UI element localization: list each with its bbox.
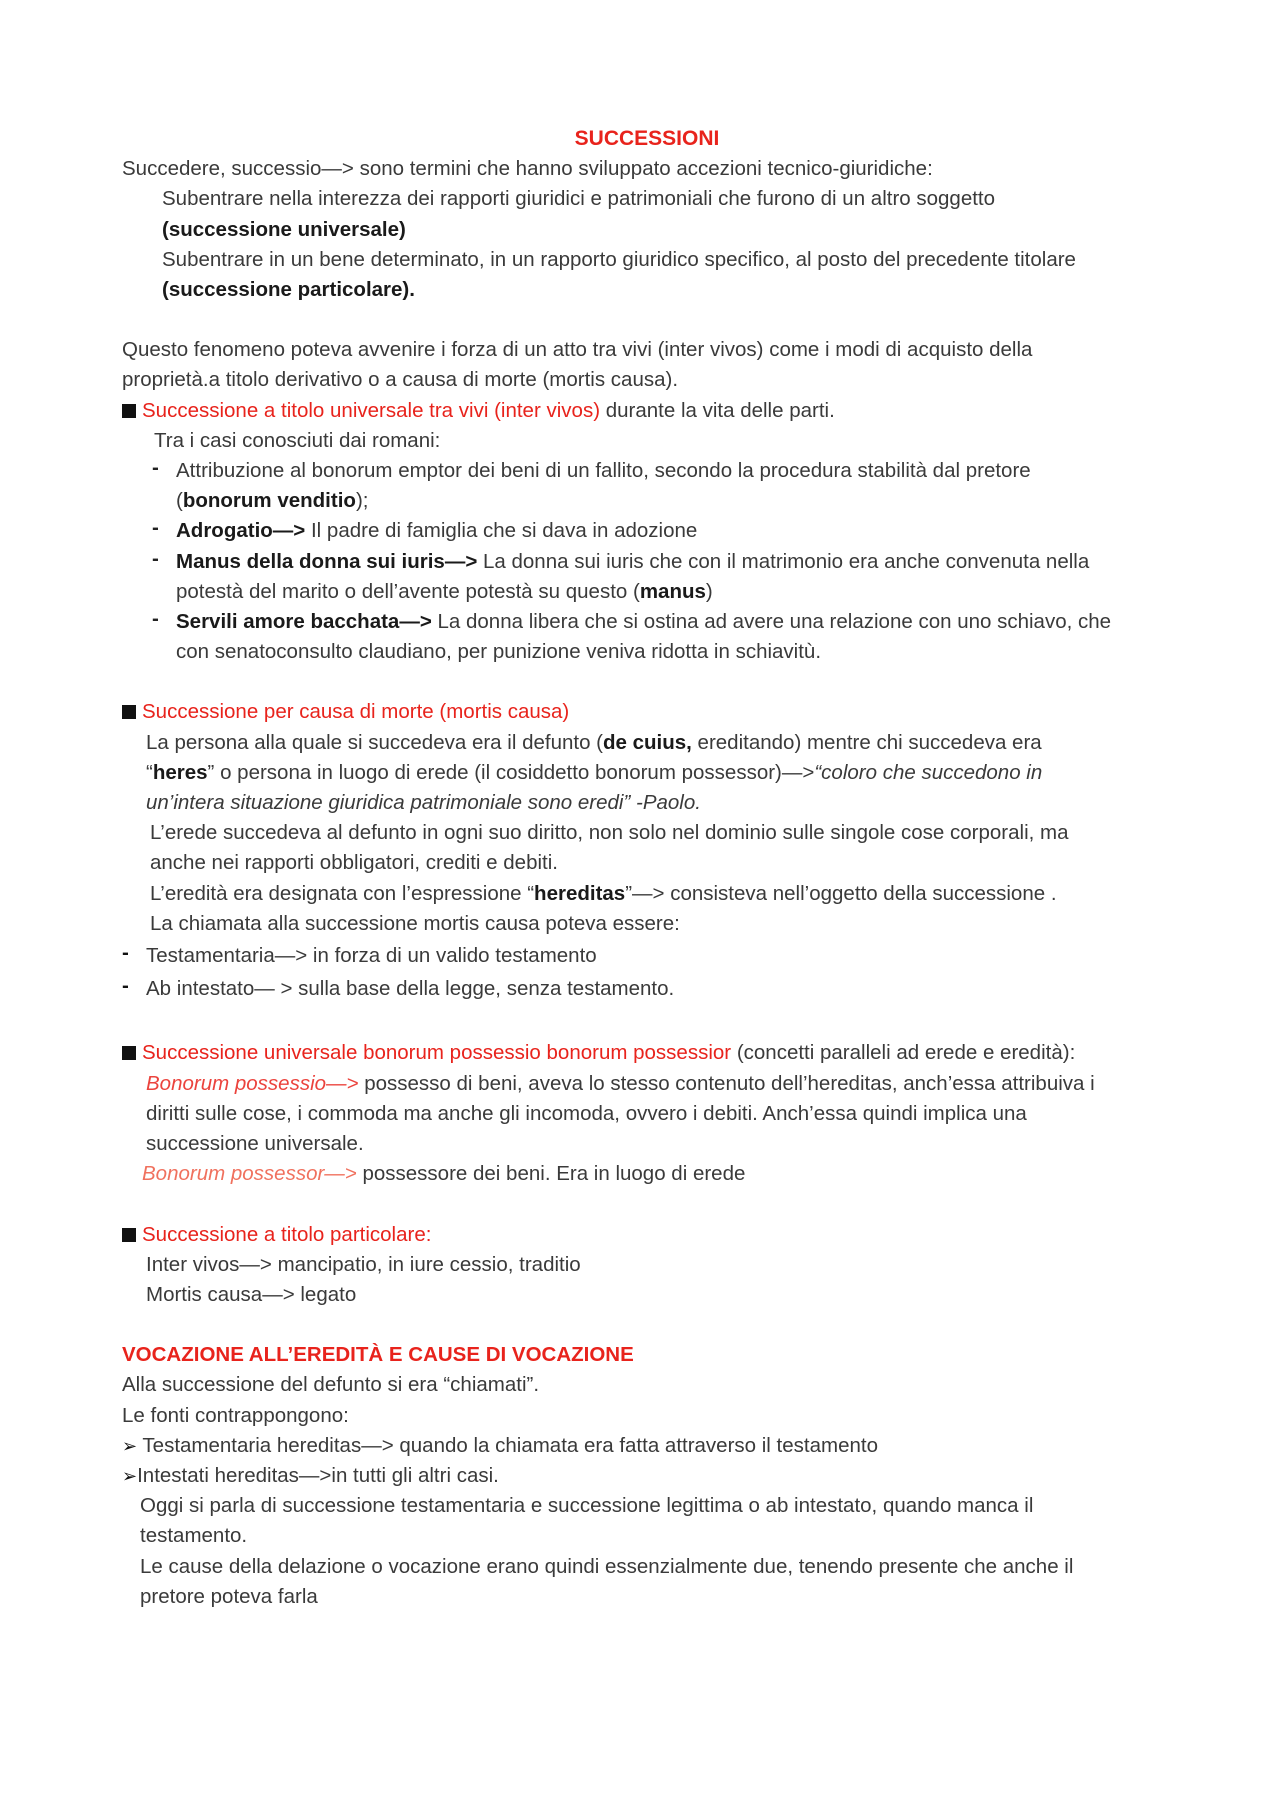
square-bullet-icon (122, 705, 136, 719)
list-item: ➢Intestati hereditas—>in tutti gli altri casi. (122, 1463, 499, 1487)
dash-bullet-icon: - (152, 516, 159, 540)
document-page (122, 124, 1172, 1612)
section-heading-inter-vivos: Successione a titolo universale tra vivi (inter vivos) durante la vita delle parti. (122, 396, 1172, 426)
square-bullet-icon (122, 1228, 136, 1242)
mortis-causa-body: La persona alla quale si succedeva era il defunto (de cuius, ereditando) mentre chi succedeva era “heres” o persona in luogo di erede (il cosiddetto bonorum possessor)—>“coloro che succedono in un’intera situazione giuridica patrimoniale sono eredi” -Paolo. (146, 730, 1043, 815)
dash-bullet-icon: - (122, 974, 129, 998)
bonorum-possessor-line: Bonorum possessor—> possessore dei beni. Era in luogo di erede (142, 1162, 746, 1186)
paragraph-line: Le fonti contrappongono: (122, 1403, 349, 1427)
paragraph-line: Alla successione del defunto si era “chiamati”. (122, 1373, 540, 1397)
universal-label: (successione universale) (162, 217, 406, 241)
square-bullet-icon (122, 1046, 136, 1060)
mortis-causa-body-2: L’erede succedeva al defunto in ogni suo diritto, non solo nel dominio sulle singole cose corporali, ma anche nei rapporti obbligatori, crediti e debiti. L’eredità era designata con l’espressione “hereditas”—> consisteva nell’oggetto della successione . La chiamata alla successione mortis causa poteva essere: (150, 821, 1069, 935)
bonorum-possessio-body: Bonorum possessio—> possesso di beni, aveva lo stesso contenuto dell’hereditas, anch’essa attribuiva i diritti sulle cose, i commoda ma anche gli incomoda, ovvero i debiti. Anch’essa quindi implica una successione universale. (146, 1071, 1095, 1156)
list-item: - Testamentaria—> in forza di un valido testamento (122, 941, 1172, 971)
list-item: - Attribuzione al bonorum emptor dei beni di un fallito, secondo la procedura stabilità dal pretore (bonorum venditio); (152, 456, 1172, 516)
dash-bullet-icon: - (152, 546, 159, 570)
list-item: ➢ Testamentaria hereditas—> quando la chiamata era fatta attraverso il testamento (122, 1433, 878, 1457)
section-heading-mortis-causa: Successione per causa di morte (mortis causa) (122, 697, 1172, 727)
paragraph-line: Questo fenomeno poteva avvenire i forza di un atto tra vivi (inter vivos) come i modi di acquisto della (122, 338, 1033, 362)
list-item: - Ab intestato— > sulla base della legge, senza testamento. (122, 974, 1172, 1004)
intro-line: Succedere, successio—> sono termini che hanno sviluppato accezioni tecnico-giuridiche: (122, 157, 933, 181)
list-item: - Adrogatio—> Il padre di famiglia che si dava in adozione (152, 516, 1172, 546)
particular-label: (successione particolare). (162, 278, 415, 302)
list-lead: Tra i casi conosciuti dai romani: (154, 428, 441, 452)
arrowhead-icon: ➢ (122, 1465, 138, 1486)
dash-bullet-icon: - (152, 607, 159, 631)
vocazione-body: Oggi si parla di successione testamentaria e successione legittima o ab intestato, quando manca il testamento. Le cause della delazione o vocazione erano quindi essenzialmente due, tenendo presente che anche il pretore poteva farla (140, 1494, 1074, 1608)
section-heading-bonorum-possessio: Successione universale bonorum possessio bonorum possessior (concetti paralleli ad erede e eredità): (122, 1038, 1172, 1068)
inter-vivos-list (122, 456, 1172, 667)
section-heading-vocazione: VOCAZIONE ALL’EREDITÀ E CAUSE DI VOCAZIONE (122, 1343, 634, 1367)
section-heading-particolare: Successione a titolo particolare: (122, 1220, 1172, 1250)
dash-bullet-icon: - (122, 941, 129, 965)
page-title: SUCCESSIONI (574, 127, 720, 150)
universal-definition: Subentrare nella interezza dei rapporti giuridici e patrimoniali che furono di un altro soggetto (162, 187, 996, 211)
list-item: - Manus della donna sui iuris—> La donna sui iuris che con il matrimonio era anche convenuta nella potestà del marito o dell’avente potestà su questo (manus) (152, 547, 1172, 607)
square-bullet-icon (122, 404, 136, 418)
arrowhead-icon: ➢ (122, 1435, 138, 1456)
particular-definition: Subentrare in un bene determinato, in un rapporto giuridico specifico, al posto del precedente titolare (162, 247, 1076, 271)
dash-bullet-icon: - (152, 456, 159, 480)
paragraph-line: proprietà.a titolo derivativo o a causa di morte (mortis causa). (122, 368, 679, 392)
list-item: - Servili amore bacchata—> La donna libera che si ostina ad avere una relazione con uno schiavo, che con senatoconsulto claudiano, per punizione veniva ridotta in schiavitù. (152, 607, 1172, 667)
particolare-body: Inter vivos—> mancipatio, in iure cessio, traditio Mortis causa—> legato (146, 1252, 581, 1306)
